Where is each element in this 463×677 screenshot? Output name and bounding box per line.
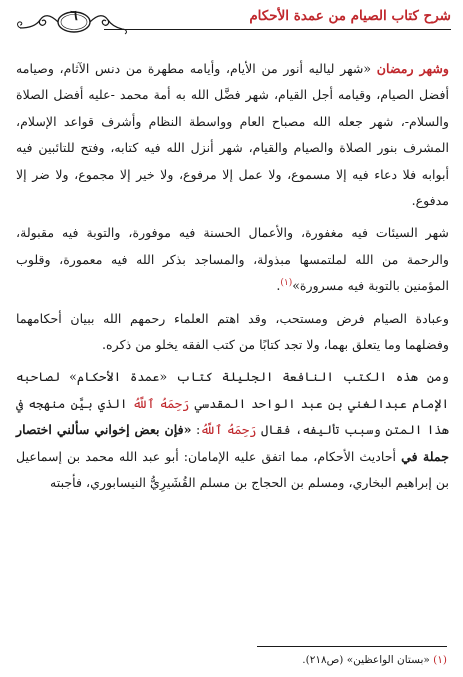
paragraph-text: وعبادة الصيام فرض ومستحب، وقد اهتم العلماء رحمهم الله ببيان أحكامهما وفضلهما وما يتعلق بهما، ولا تجد كتابًا من كتب الفقه يخلو من ذكره. <box>16 310 449 353</box>
quoted-text: «فإن بعض إخواني سألني اختصار جملة في <box>16 422 450 464</box>
footnote-text: «بستان الواعظين» (ص٢١٨). <box>302 654 434 666</box>
paragraph-3 <box>16 306 449 359</box>
paragraph-4 <box>16 364 449 496</box>
body-text <box>16 56 449 497</box>
footnote-rule <box>257 646 447 647</box>
paragraph-text: أحاديث الأحكام، مما اتفق عليه الإمامان: أبو عبد الله محمد بن إسماعيل بن إبراهيم البخاري، ومسلم بن الحجاج بن مسلم القُشَيرِيُّ النيسابوري، فأجبته <box>16 448 449 491</box>
footnote-reference[interactable]: (١) <box>280 278 293 289</box>
header-rule <box>104 29 451 30</box>
footnote <box>302 652 447 668</box>
paragraph-1 <box>16 56 449 214</box>
page-header <box>12 6 451 34</box>
paragraph-2 <box>16 220 449 299</box>
page-number: ٦ <box>70 8 78 24</box>
footnote-number: (١) <box>433 654 447 666</box>
paragraph-lead: وشهر رمضان <box>376 61 449 76</box>
paragraph-text: ومن هذه الكتب النافعة الجليلة كتاب «عمدة الأحكام» لصاحبه الإمام عبدالغني بن عبد الواحد المقدسي <box>16 369 449 411</box>
paragraph-end: . <box>276 278 281 294</box>
paragraph-text: «شهر لياليه أنور من الأيام، وأيامه مطهرة من دنس الآثام، وصيامه أفضل الصيام، وقيامه أجل القيام، شهر فضَّل الله به أمة محمد -عليه أفضل الصلاة والسلام-، شهر جعله الله مصباح العام وواسطة النظام وأشرف قواعد الإسلام، المشرف بنور الصلاة والصيام والقيام، شهر أنزل الله فيه كتابه، وفتح للتائبين فيه أبوابه فلا دعاء فيه إلا مسموع، ولا عمل إلا مرفوع، ولا خير إلا مجموع، ولا ضر إلا مدفوع. <box>16 61 449 209</box>
honorific-phrase: رَحِمَهُ ٱللَّهُ <box>132 395 190 411</box>
paragraph-text: : <box>191 422 201 438</box>
running-title: شرح كتاب الصيام من عمدة الأحكام <box>249 8 451 24</box>
honorific-phrase: رَحِمَهُ ٱللَّهُ <box>200 422 257 438</box>
paragraph-text: شهر السيئات فيه مغفورة، والأعمال الحسنة فيه موفورة، والتوبة فيه مقبولة، والرحمة من الله لملتمسها مبذولة، والمساجد بذكر الله فيه معمورة، وقلوب المؤمنين بالتوبة فيه مسرورة» <box>16 225 449 294</box>
paragraph-text: الذي بيَّن منهجه في هذا المتن وسبب تأليفه، فقال <box>16 395 449 438</box>
